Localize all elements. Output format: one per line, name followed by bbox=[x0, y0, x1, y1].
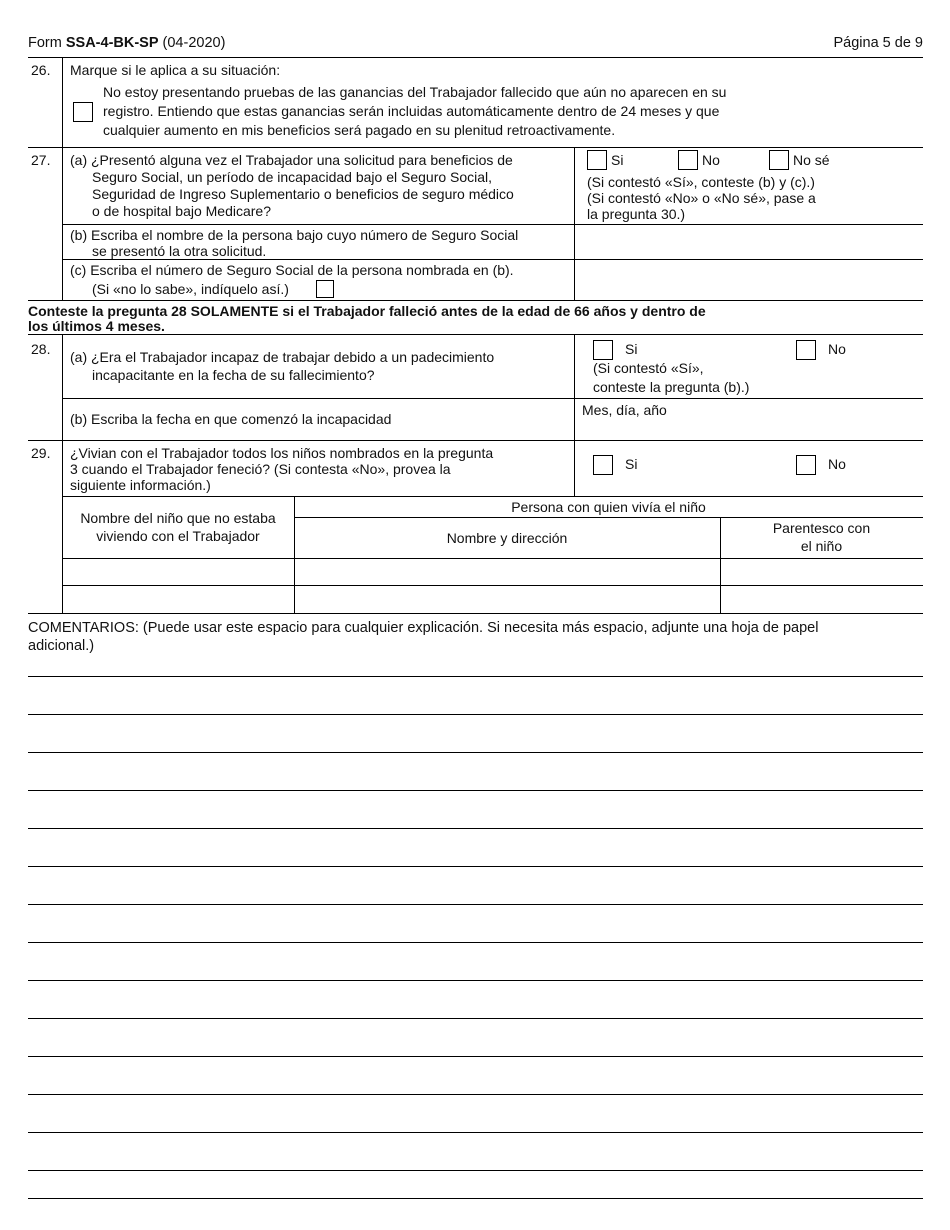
table-group-rule bbox=[294, 517, 923, 518]
comment-line bbox=[28, 714, 923, 715]
comment-line bbox=[28, 790, 923, 791]
number-column-divider-top bbox=[62, 57, 63, 300]
q29-number: 29. bbox=[31, 445, 51, 461]
form-code: SSA-4-BK-SP bbox=[65, 35, 159, 51]
comment-line bbox=[28, 980, 923, 981]
q29-line2: 3 cuando el Trabajador feneció? (Si contesta «No», provea la bbox=[70, 461, 451, 477]
comment-line bbox=[28, 828, 923, 829]
q28-no-checkbox[interactable] bbox=[796, 340, 816, 360]
comment-line bbox=[28, 1018, 923, 1019]
q28-date-field[interactable] bbox=[576, 420, 922, 439]
q27-b-line1: (b) Escriba el nombre de la persona bajo cuyo número de Seguro Social bbox=[70, 227, 519, 243]
form-date: (04-2020) bbox=[158, 35, 226, 51]
q29-line3: siguiente información.) bbox=[70, 477, 211, 493]
q26-checkbox[interactable] bbox=[73, 102, 93, 122]
table-col1-header-line1: Nombre del niño que no estaba bbox=[80, 510, 276, 526]
q28-number: 28. bbox=[31, 341, 51, 357]
comment-line bbox=[28, 1170, 923, 1171]
q28-si-label: Si bbox=[625, 341, 638, 357]
q28-a-line2: incapacitante en la fecha de su fallecimiento? bbox=[92, 367, 375, 383]
q28-answer-divider bbox=[574, 334, 575, 440]
q28-a-line1: (a) ¿Era el Trabajador incapaz de trabajar debido a un padecimiento bbox=[70, 349, 495, 365]
q29-no-checkbox[interactable] bbox=[796, 455, 816, 475]
q28-note-line2: conteste la pregunta (b).) bbox=[593, 379, 750, 395]
q27-a-bottom-rule bbox=[62, 224, 923, 225]
q29-question-bottom-rule bbox=[62, 496, 923, 497]
q27-note-line3: la pregunta 30.) bbox=[587, 206, 686, 222]
table-col1-header bbox=[62, 510, 294, 544]
q26-option-line2: registro. Entiendo que estas ganancias serán incluidas automáticamente dentro de 24 meses y que bbox=[103, 103, 720, 119]
form-prefix: Form bbox=[28, 35, 66, 51]
q28-note-line1: (Si contestó «Sí», bbox=[593, 360, 704, 376]
table-bottom-rule bbox=[28, 613, 923, 614]
instruction-line1: Conteste la pregunta 28 SOLAMENTE si el Trabajador falleció antes de la edad de 66 años y dentro de bbox=[28, 303, 706, 319]
q27-number: 27. bbox=[31, 152, 51, 168]
comment-line bbox=[28, 904, 923, 905]
q28-a-bottom-rule bbox=[62, 398, 923, 399]
q27-a-line3: Seguridad de Ingreso Suplementario o beneficios de seguro médico bbox=[92, 186, 514, 202]
q27-no-label: No bbox=[702, 152, 720, 168]
instruction-bottom-rule bbox=[28, 334, 923, 335]
comments-line1: COMENTARIOS: (Puede usar este espacio para cualquier explicación. Si necesita más espacio, adjunte una hoja de papel bbox=[28, 620, 819, 636]
table-row[interactable] bbox=[63, 559, 923, 585]
q27-note-line1: (Si contestó «Sí», conteste (b) y (c).) bbox=[587, 174, 815, 190]
q27-c-answer-field[interactable] bbox=[576, 261, 922, 299]
q29-si-label: Si bbox=[625, 456, 638, 472]
q26-option-line3: cualquier aumento en mis beneficios será pagado en su plenitud retroactivamente. bbox=[103, 122, 616, 138]
q27-b-answer-field[interactable] bbox=[576, 226, 922, 258]
q27-c-line2: (Si «no lo sabe», indíquelo así.) bbox=[92, 281, 289, 297]
q26-prompt: Marque si le aplica a su situación: bbox=[70, 62, 281, 78]
q27-b-bottom-rule bbox=[62, 259, 923, 260]
q26-number: 26. bbox=[31, 62, 51, 78]
q29-si-checkbox[interactable] bbox=[593, 455, 613, 475]
q29-no-label: No bbox=[828, 456, 846, 472]
form-id bbox=[28, 35, 225, 52]
comment-line bbox=[28, 866, 923, 867]
instruction-line2: los últimos 4 meses. bbox=[28, 318, 165, 334]
comment-line bbox=[28, 676, 923, 677]
q27-c-line1: (c) Escriba el número de Seguro Social de la persona nombrada en (b). bbox=[70, 262, 514, 278]
q28-si-checkbox[interactable] bbox=[593, 340, 613, 360]
q28-b-label: (b) Escriba la fecha en que comenzó la incapacidad bbox=[70, 411, 392, 427]
comment-line bbox=[28, 942, 923, 943]
q29-line1: ¿Vivian con el Trabajador todos los niños nombrados en la pregunta bbox=[70, 445, 494, 461]
q27-c-unknown-checkbox[interactable] bbox=[316, 280, 334, 298]
table-row[interactable] bbox=[63, 586, 923, 613]
header-rule bbox=[28, 57, 923, 58]
comment-line bbox=[28, 1198, 923, 1199]
table-group-header: Persona con quien vivía el niño bbox=[511, 499, 706, 515]
q27-a-line4: o de hospital bajo Medicare? bbox=[92, 203, 272, 219]
table-col3-header bbox=[720, 520, 923, 554]
q27-nose-label: No sé bbox=[793, 152, 830, 168]
q28-no-label: No bbox=[828, 341, 846, 357]
table-col3-header-line1: Parentesco con bbox=[772, 520, 871, 536]
page-number: Página 5 de 9 bbox=[833, 35, 923, 51]
comment-line bbox=[28, 1132, 923, 1133]
comments-line2: adicional.) bbox=[28, 638, 95, 654]
q27-a-line2: Seguro Social, un período de incapacidad bajo el Seguro Social, bbox=[92, 169, 493, 185]
comment-line bbox=[28, 1094, 923, 1095]
q27-no-checkbox[interactable] bbox=[678, 150, 698, 170]
table-col3-header-line2: el niño bbox=[800, 538, 843, 555]
q27-si-checkbox[interactable] bbox=[587, 150, 607, 170]
q27-b-line2: se presentó la otra solicitud. bbox=[92, 243, 267, 259]
q27-nose-checkbox[interactable] bbox=[769, 150, 789, 170]
q27-a-line1: (a) ¿Presentó alguna vez el Trabajador una solicitud para beneficios de bbox=[70, 152, 513, 168]
table-col1-header-line2: viviendo con el Trabajador bbox=[96, 528, 260, 545]
q27-bottom-rule bbox=[28, 300, 923, 301]
comments-area[interactable] bbox=[28, 658, 923, 1200]
comment-line bbox=[28, 752, 923, 753]
q26-bottom-rule bbox=[28, 147, 923, 148]
q28-bottom-rule bbox=[28, 440, 923, 441]
q28-date-label: Mes, día, año bbox=[582, 402, 667, 418]
q27-si-label: Si bbox=[611, 152, 624, 168]
q29-answer-divider bbox=[574, 440, 575, 496]
table-col2-header: Nombre y dirección bbox=[446, 530, 568, 546]
q26-option-line1: No estoy presentando pruebas de las ganancias del Trabajador fallecido que aún no aparecen en su bbox=[103, 84, 727, 100]
q27-note-line2: (Si contestó «No» o «No sé», pase a bbox=[587, 190, 816, 206]
comment-line bbox=[28, 1056, 923, 1057]
